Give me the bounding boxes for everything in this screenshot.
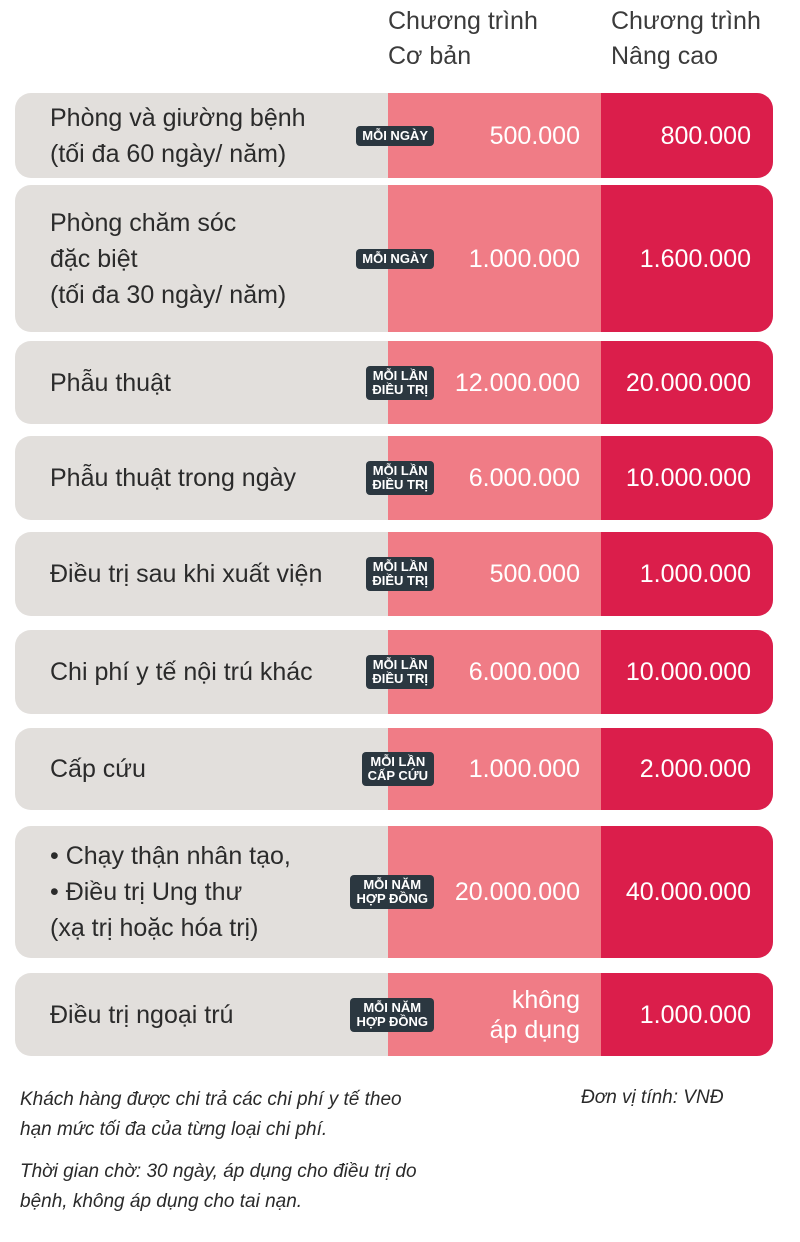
benefit-label-line: (tối đa 30 ngày/ năm) (50, 280, 287, 309)
benefit-label (50, 185, 286, 332)
frequency-badge (356, 126, 434, 146)
benefit-label-line: • Chạy thận nhân tạo, (50, 842, 291, 870)
advanced-plan-value: 20.000.000 (625, 368, 751, 397)
header-advanced (611, 4, 761, 74)
frequency-badge-line: CẤP CỨU (367, 768, 428, 783)
header-advanced-line-1: Chương trình (611, 7, 761, 35)
frequency-badge-line: MỖI NĂM (363, 999, 422, 1015)
basic-plan-value-text (469, 657, 580, 687)
benefit-label (50, 93, 306, 178)
frequency-badge-line: HỢP ĐỒNG (356, 891, 428, 906)
benefit-label (50, 436, 296, 520)
frequency-badge-line: MỖI LẦN (372, 463, 428, 478)
basic-plan-value-line: 12.000.000 (454, 368, 580, 397)
header-basic-line-1: Chương trình (388, 7, 538, 35)
basic-plan-value-text (469, 463, 580, 493)
benefit-label (50, 532, 322, 616)
benefit-label (50, 973, 233, 1056)
waiting-period-note-line-1: Thời gian chờ: 30 ngày, áp dụng cho điều trị do (20, 1161, 417, 1182)
frequency-badge-line: HỢP ĐỒNG (356, 1013, 428, 1029)
frequency-badge-line: MỖI LẦN (372, 367, 428, 383)
benefit-label (50, 341, 171, 424)
frequency-badge (366, 557, 434, 591)
benefit-label (50, 826, 291, 958)
frequency-badge-line: ĐIỀU TRỊ (372, 671, 428, 686)
basic-plan-value-text (469, 244, 580, 274)
advanced-plan-value: 10.000.000 (625, 658, 751, 686)
frequency-badge (350, 998, 434, 1032)
frequency-badge (350, 875, 434, 909)
benefit-label-line: Điều trị sau khi xuất viện (50, 560, 323, 588)
frequency-badge (366, 461, 434, 495)
basic-plan-value-line: 500.000 (489, 560, 580, 588)
frequency-badge-line: ĐIỀU TRỊ (372, 477, 428, 492)
currency-unit-note: Đơn vị tính: VNĐ (581, 1087, 724, 1108)
benefit-label-line: Chi phí y tế nội trú khác (50, 658, 313, 686)
benefit-label-line: Phòng chăm sóc (50, 208, 237, 237)
basic-plan-value-text (490, 121, 580, 151)
waiting-period-note-line-2: bệnh, không áp dụng cho tai nạn. (20, 1191, 303, 1212)
frequency-badge-line: MỖI NĂM (363, 877, 422, 892)
basic-plan-value-line: 1.000.000 (468, 755, 580, 783)
frequency-badge-line: MỖI LẦN (372, 657, 428, 672)
advanced-plan-value: 10.000.000 (625, 464, 751, 492)
frequency-badge-line: MỖI NGÀY (362, 250, 428, 266)
basic-plan-value-text (490, 559, 580, 589)
basic-plan-value-line: không (511, 985, 580, 1014)
basic-plan-value-line: 20.000.000 (454, 878, 580, 906)
basic-plan-value-line: áp dụng (489, 1015, 580, 1044)
frequency-badge-line: MỖI LẦN (370, 754, 426, 769)
coverage-note-line-2: hạn mức tối đa của từng loại chi phí. (20, 1119, 328, 1140)
basic-plan-value-line: 1.000.000 (468, 244, 580, 273)
frequency-badge (362, 752, 434, 786)
basic-plan-value-line: 500.000 (489, 121, 580, 150)
coverage-note-line-1: Khách hàng được chi trả các chi phí y tế theo (20, 1089, 402, 1110)
basic-plan-value-line: 6.000.000 (468, 464, 580, 492)
benefit-label (50, 630, 313, 714)
advanced-plan-value: 2.000.000 (639, 755, 751, 783)
frequency-badge (366, 366, 434, 400)
advanced-plan-value: 1.000.000 (639, 1000, 751, 1029)
benefit-label-line: đặc biệt (50, 244, 138, 273)
coverage-note (20, 1085, 402, 1145)
benefit-label-line: (xạ trị hoặc hóa trị) (50, 914, 259, 942)
waiting-period-note (20, 1157, 417, 1217)
header-basic-line-2: Cơ bản (388, 42, 472, 70)
basic-plan-value-text (490, 985, 580, 1045)
advanced-plan-value: 800.000 (660, 121, 751, 150)
advanced-plan-value: 1.600.000 (639, 244, 751, 273)
basic-plan-value-text (455, 368, 580, 398)
advanced-plan-value: 40.000.000 (625, 878, 751, 906)
benefit-label-line: (tối đa 60 ngày/ năm) (50, 139, 287, 168)
header-basic (388, 4, 538, 74)
benefit-label-line: Phẫu thuật trong ngày (50, 464, 297, 492)
basic-plan-value-text (469, 754, 580, 784)
frequency-badge-line: MỖI LẦN (372, 559, 428, 574)
benefit-label-line: Cấp cứu (50, 755, 146, 783)
frequency-badge-line: MỖI NGÀY (362, 127, 428, 143)
advanced-plan-value: 1.000.000 (639, 560, 751, 588)
frequency-badge-line: ĐIỀU TRỊ (372, 573, 428, 588)
frequency-badge-line: ĐIỀU TRỊ (372, 381, 428, 397)
benefit-label (50, 728, 146, 810)
basic-plan-value-line: 6.000.000 (468, 658, 580, 686)
benefit-label-line: Phòng và giường bệnh (50, 103, 306, 132)
benefit-label-line: Điều trị ngoại trú (50, 1000, 234, 1029)
basic-plan-value-text (455, 877, 580, 907)
frequency-badge (366, 655, 434, 689)
frequency-badge (356, 249, 434, 269)
header-advanced-line-2: Nâng cao (611, 42, 719, 70)
benefit-label-line: • Điều trị Ung thư (50, 878, 243, 906)
benefit-label-line: Phẫu thuật (50, 368, 171, 397)
